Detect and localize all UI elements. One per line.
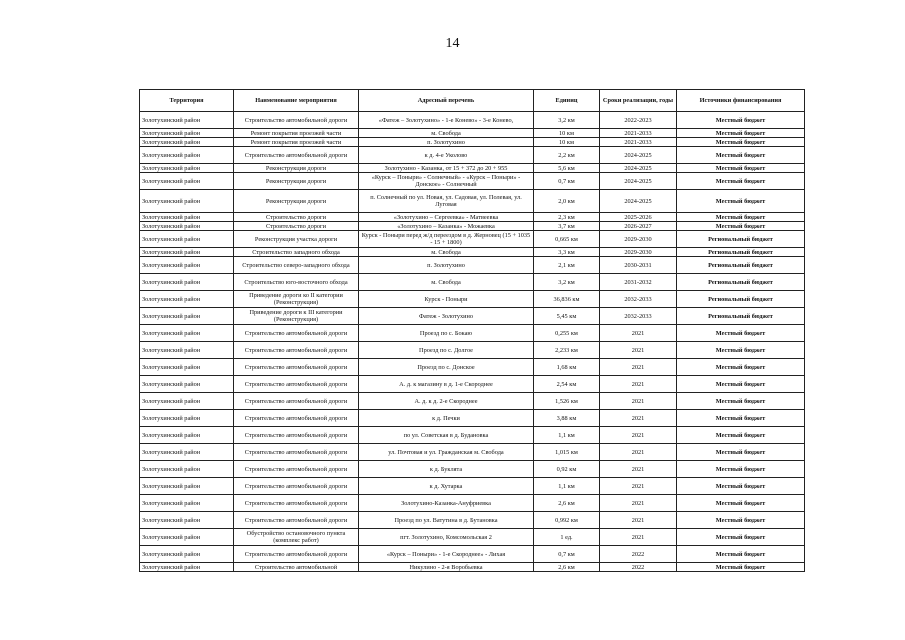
cell-funding: Региональный бюджет xyxy=(677,291,805,308)
cell-units: 1 ед. xyxy=(534,529,600,546)
table-header-row xyxy=(140,90,805,112)
cell-territory: Золотухинский район xyxy=(140,376,234,393)
cell-address: к д. Печки xyxy=(359,410,534,427)
cell-units: 3,2 км xyxy=(534,112,600,129)
cell-event-name: Обустройство остановочного пункта (комплекс работ) xyxy=(234,529,359,546)
cell-timeframe: 2021 xyxy=(600,495,677,512)
table-row xyxy=(140,231,805,248)
cell-funding: Местный бюджет xyxy=(677,410,805,427)
cell-funding: Местный бюджет xyxy=(677,427,805,444)
cell-address: Курск - Поныри перед ж/д переездом в д. Жерновец (15 + 1035 - 15 + 1800) xyxy=(359,231,534,248)
cell-funding: Местный бюджет xyxy=(677,112,805,129)
cell-timeframe: 2021-2033 xyxy=(600,129,677,138)
cell-timeframe: 2026-2027 xyxy=(600,222,677,231)
cell-address: к д. Хутарка xyxy=(359,478,534,495)
cell-units: 2,1 км xyxy=(534,257,600,274)
cell-address: Проезд по с. Бокаю xyxy=(359,325,534,342)
cell-territory: Золотухинский район xyxy=(140,257,234,274)
cell-event-name: Строительство автомобильной дороги xyxy=(234,427,359,444)
cell-address: п. Золотухино xyxy=(359,257,534,274)
table-row xyxy=(140,257,805,274)
cell-event-name: Строительство автомобильной дороги xyxy=(234,410,359,427)
cell-territory: Золотухинский район xyxy=(140,393,234,410)
cell-address: «Фатеж – Золотухино» - 1-е Конево» - 3-е Конево, xyxy=(359,112,534,129)
cell-territory: Золотухинский район xyxy=(140,129,234,138)
cell-territory: Золотухинский район xyxy=(140,410,234,427)
cell-event-name: Строительство автомобильной дороги xyxy=(234,147,359,164)
cell-address: к д. 4-е Уколово xyxy=(359,147,534,164)
cell-event-name: Строительство автомобильной дороги xyxy=(234,376,359,393)
header-territory: Территория xyxy=(140,90,234,112)
cell-territory: Золотухинский район xyxy=(140,444,234,461)
cell-funding: Местный бюджет xyxy=(677,213,805,222)
cell-timeframe: 2021 xyxy=(600,393,677,410)
table-row xyxy=(140,461,805,478)
cell-event-name: Ремонт покрытия проезжей части xyxy=(234,138,359,147)
cell-territory: Золотухинский район xyxy=(140,342,234,359)
cell-units: 2,2 км xyxy=(534,147,600,164)
cell-address: п. Солнечный по ул. Новая, ул. Садовая, ул. Полевая, ул. Луговая xyxy=(359,190,534,213)
cell-territory: Золотухинский район xyxy=(140,512,234,529)
cell-address: м. Свобода xyxy=(359,248,534,257)
cell-address: Фатеж - Золотухино xyxy=(359,308,534,325)
table-row xyxy=(140,427,805,444)
cell-units: 1,1 км xyxy=(534,427,600,444)
table-row xyxy=(140,325,805,342)
cell-funding: Местный бюджет xyxy=(677,444,805,461)
cell-units: 3,88 км xyxy=(534,410,600,427)
table-row xyxy=(140,444,805,461)
cell-address: м. Свобода xyxy=(359,129,534,138)
cell-timeframe: 2021 xyxy=(600,342,677,359)
cell-event-name: Ремонт покрытия проезжей части xyxy=(234,129,359,138)
cell-units: 2,54 км xyxy=(534,376,600,393)
cell-timeframe: 2029-2030 xyxy=(600,231,677,248)
cell-address: по ул. Советская в д. Будановка xyxy=(359,427,534,444)
cell-timeframe: 2031-2032 xyxy=(600,274,677,291)
cell-timeframe: 2021 xyxy=(600,444,677,461)
cell-territory: Золотухинский район xyxy=(140,563,234,572)
cell-timeframe: 2024-2025 xyxy=(600,173,677,190)
cell-event-name: Строительство автомобильной дороги xyxy=(234,512,359,529)
cell-units: 2,6 км xyxy=(534,495,600,512)
cell-address: Проезд по с. Долгое xyxy=(359,342,534,359)
cell-territory: Золотухинский район xyxy=(140,190,234,213)
cell-units: 10 км xyxy=(534,138,600,147)
cell-event-name: Строительство дороги xyxy=(234,222,359,231)
cell-territory: Золотухинский район xyxy=(140,138,234,147)
cell-timeframe: 2030-2031 xyxy=(600,257,677,274)
cell-event-name: Реконструкция участка дороги xyxy=(234,231,359,248)
cell-timeframe: 2021 xyxy=(600,410,677,427)
header-address-list: Адресный перечень xyxy=(359,90,534,112)
header-timeframe: Сроки реализации, годы xyxy=(600,90,677,112)
table-row xyxy=(140,342,805,359)
table-row xyxy=(140,563,805,572)
cell-units: 0,7 км xyxy=(534,173,600,190)
cell-territory: Золотухинский район xyxy=(140,274,234,291)
cell-units: 2,233 км xyxy=(534,342,600,359)
table-row xyxy=(140,222,805,231)
cell-funding: Местный бюджет xyxy=(677,461,805,478)
cell-funding: Региональный бюджет xyxy=(677,257,805,274)
table-body xyxy=(140,112,805,572)
cell-units: 3,2 км xyxy=(534,274,600,291)
cell-units: 0,665 км xyxy=(534,231,600,248)
cell-timeframe: 2021 xyxy=(600,512,677,529)
cell-units: 1,68 км xyxy=(534,359,600,376)
table-row xyxy=(140,512,805,529)
cell-territory: Золотухинский район xyxy=(140,213,234,222)
cell-address: «Курск – Поныри» - Солнечный» - «Курск – Поныри» - Донское» - Солнечный xyxy=(359,173,534,190)
cell-funding: Региональный бюджет xyxy=(677,231,805,248)
table-row xyxy=(140,138,805,147)
table-row xyxy=(140,129,805,138)
cell-address: «Курск – Поныри» - 1-е Скороднее» - Лихая xyxy=(359,546,534,563)
cell-timeframe: 2022-2023 xyxy=(600,112,677,129)
cell-address: «Золотухино – Сергеевка» - Матвеевка xyxy=(359,213,534,222)
cell-timeframe: 2021 xyxy=(600,325,677,342)
cell-territory: Золотухинский район xyxy=(140,308,234,325)
cell-territory: Золотухинский район xyxy=(140,461,234,478)
cell-funding: Региональный бюджет xyxy=(677,248,805,257)
cell-units: 0,92 км xyxy=(534,461,600,478)
table-row xyxy=(140,213,805,222)
cell-funding: Местный бюджет xyxy=(677,147,805,164)
cell-units: 2,6 км xyxy=(534,563,600,572)
cell-units: 10 км xyxy=(534,129,600,138)
cell-event-name: Строительство автомобильной дороги xyxy=(234,393,359,410)
table-row xyxy=(140,274,805,291)
cell-units: 0,992 км xyxy=(534,512,600,529)
cell-units: 2,3 км xyxy=(534,213,600,222)
table-row xyxy=(140,190,805,213)
cell-address: к д. Буклята xyxy=(359,461,534,478)
cell-funding: Местный бюджет xyxy=(677,325,805,342)
cell-units: 3,7 км xyxy=(534,222,600,231)
cell-event-name: Строительство автомобильной дороги xyxy=(234,444,359,461)
table-row xyxy=(140,359,805,376)
cell-address: пгт. Золотухино, Комсомольская 2 xyxy=(359,529,534,546)
cell-address: Проезд по с. Донское xyxy=(359,359,534,376)
table-row xyxy=(140,248,805,257)
cell-timeframe: 2022 xyxy=(600,546,677,563)
cell-funding: Местный бюджет xyxy=(677,129,805,138)
cell-territory: Золотухинский район xyxy=(140,147,234,164)
cell-units: 3,3 км xyxy=(534,248,600,257)
cell-address: А. д. к д. 2-е Скороднее xyxy=(359,393,534,410)
cell-event-name: Строительство автомобильной дороги xyxy=(234,495,359,512)
table-row xyxy=(140,410,805,427)
cell-funding: Местный бюджет xyxy=(677,478,805,495)
cell-funding: Региональный бюджет xyxy=(677,308,805,325)
cell-timeframe: 2024-2025 xyxy=(600,190,677,213)
cell-units: 1,526 км xyxy=(534,393,600,410)
cell-event-name: Строительство автомобильной xyxy=(234,563,359,572)
cell-event-name: Строительство автомобильной дороги xyxy=(234,112,359,129)
cell-funding: Местный бюджет xyxy=(677,342,805,359)
cell-territory: Золотухинский район xyxy=(140,248,234,257)
cell-event-name: Строительство юго-восточного обхода xyxy=(234,274,359,291)
cell-timeframe: 2021 xyxy=(600,376,677,393)
cell-event-name: Строительство западного обхода xyxy=(234,248,359,257)
cell-units: 5,45 км xyxy=(534,308,600,325)
table-row xyxy=(140,112,805,129)
cell-event-name: Реконструкция дороги xyxy=(234,190,359,213)
cell-event-name: Строительство автомобильной дороги xyxy=(234,546,359,563)
cell-units: 36,836 км xyxy=(534,291,600,308)
cell-timeframe: 2032-2033 xyxy=(600,291,677,308)
cell-territory: Золотухинский район xyxy=(140,325,234,342)
cell-territory: Золотухинский район xyxy=(140,546,234,563)
cell-address: Курск - Поныри xyxy=(359,291,534,308)
cell-funding: Местный бюджет xyxy=(677,529,805,546)
cell-timeframe: 2021 xyxy=(600,427,677,444)
cell-address: ул. Почтовая и ул. Гражданская м. Свобода xyxy=(359,444,534,461)
table-row xyxy=(140,495,805,512)
cell-timeframe: 2032-2033 xyxy=(600,308,677,325)
cell-territory: Золотухинский район xyxy=(140,222,234,231)
cell-timeframe: 2021-2033 xyxy=(600,138,677,147)
cell-address: п. Золотухино xyxy=(359,138,534,147)
cell-funding: Местный бюджет xyxy=(677,546,805,563)
cell-territory: Золотухинский район xyxy=(140,427,234,444)
cell-event-name: Строительство автомобильной дороги xyxy=(234,359,359,376)
cell-event-name: Строительство автомобильной дороги xyxy=(234,342,359,359)
cell-timeframe: 2021 xyxy=(600,478,677,495)
cell-timeframe: 2024-2025 xyxy=(600,164,677,173)
cell-event-name: Строительство автомобильной дороги xyxy=(234,461,359,478)
cell-event-name: Строительство северо-западного обхода xyxy=(234,257,359,274)
cell-territory: Золотухинский район xyxy=(140,112,234,129)
cell-address: «Золотухино – Казанка» - Можаевка xyxy=(359,222,534,231)
cell-timeframe: 2024-2025 xyxy=(600,147,677,164)
cell-funding: Региональный бюджет xyxy=(677,274,805,291)
cell-address: Проезд по ул. Ватутина в д. Бутановка xyxy=(359,512,534,529)
cell-address: Золотухино - Казанка, от 15 + 372 до 20 + 955 xyxy=(359,164,534,173)
header-units: Единиц xyxy=(534,90,600,112)
cell-territory: Золотухинский район xyxy=(140,231,234,248)
cell-funding: Местный бюджет xyxy=(677,563,805,572)
cell-territory: Золотухинский район xyxy=(140,164,234,173)
table-row xyxy=(140,529,805,546)
cell-units: 1,1 км xyxy=(534,478,600,495)
table-row xyxy=(140,546,805,563)
cell-funding: Местный бюджет xyxy=(677,222,805,231)
cell-funding: Местный бюджет xyxy=(677,164,805,173)
table-row xyxy=(140,173,805,190)
cell-event-name: Приведение дороги к III категории (Реконструкция) xyxy=(234,308,359,325)
table-row xyxy=(140,164,805,173)
cell-address: м. Свобода xyxy=(359,274,534,291)
cell-units: 5,6 км xyxy=(534,164,600,173)
cell-territory: Золотухинский район xyxy=(140,173,234,190)
cell-funding: Местный бюджет xyxy=(677,495,805,512)
cell-funding: Местный бюджет xyxy=(677,173,805,190)
cell-timeframe: 2022 xyxy=(600,563,677,572)
cell-event-name: Строительство автомобильной дороги xyxy=(234,478,359,495)
cell-territory: Золотухинский район xyxy=(140,529,234,546)
cell-address: Никулино - 2-я Воробьевка xyxy=(359,563,534,572)
cell-funding: Местный бюджет xyxy=(677,359,805,376)
table-row xyxy=(140,376,805,393)
table-row xyxy=(140,308,805,325)
cell-timeframe: 2025-2026 xyxy=(600,213,677,222)
cell-territory: Золотухинский район xyxy=(140,495,234,512)
cell-units: 1,015 км xyxy=(534,444,600,461)
cell-event-name: Приведение дороги ко II категории (Реконструкция) xyxy=(234,291,359,308)
header-event-name: Наименование мероприятия xyxy=(234,90,359,112)
cell-timeframe: 2021 xyxy=(600,529,677,546)
cell-funding: Местный бюджет xyxy=(677,512,805,529)
table-row xyxy=(140,393,805,410)
cell-event-name: Реконструкция дороги xyxy=(234,164,359,173)
cell-event-name: Реконструкция дороги xyxy=(234,173,359,190)
cell-timeframe: 2021 xyxy=(600,461,677,478)
header-funding-source: Источники финансирования xyxy=(677,90,805,112)
cell-territory: Золотухинский район xyxy=(140,478,234,495)
cell-territory: Золотухинский район xyxy=(140,359,234,376)
page-number: 14 xyxy=(445,36,460,51)
cell-event-name: Строительство автомобильной дороги xyxy=(234,325,359,342)
cell-address: Золотухино-Казанка-Ануфриевка xyxy=(359,495,534,512)
table-row xyxy=(140,291,805,308)
works-table xyxy=(139,89,805,572)
cell-units: 0,7 км xyxy=(534,546,600,563)
cell-territory: Золотухинский район xyxy=(140,291,234,308)
cell-funding: Местный бюджет xyxy=(677,190,805,213)
cell-units: 0,255 км xyxy=(534,325,600,342)
cell-timeframe: 2021 xyxy=(600,359,677,376)
cell-timeframe: 2029-2030 xyxy=(600,248,677,257)
cell-event-name: Строительство дороги xyxy=(234,213,359,222)
table-row xyxy=(140,147,805,164)
cell-funding: Местный бюджет xyxy=(677,138,805,147)
table-row xyxy=(140,478,805,495)
cell-funding: Местный бюджет xyxy=(677,393,805,410)
cell-units: 2,0 км xyxy=(534,190,600,213)
cell-address: А. д. к магазину в д. 1-е Скороднее xyxy=(359,376,534,393)
cell-funding: Местный бюджет xyxy=(677,376,805,393)
